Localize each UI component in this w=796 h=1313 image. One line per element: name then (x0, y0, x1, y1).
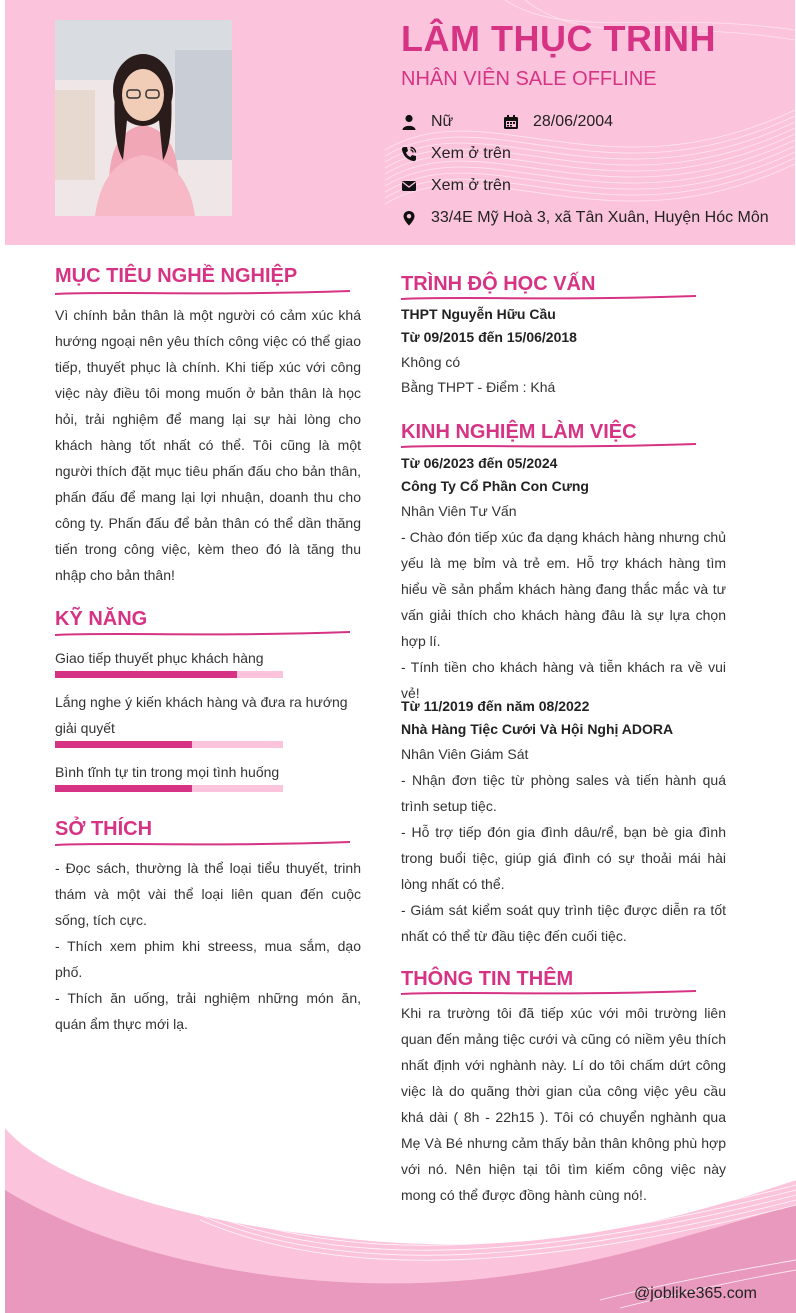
education-block (401, 303, 726, 400)
objective-title-underline (55, 289, 350, 297)
hobbies-title-underline (55, 840, 350, 848)
address-row (401, 209, 769, 227)
job-detail: - Tính tiền cho khách hàng và tiễn khách ra về vui vẻ! (401, 659, 726, 701)
skill-bar-fill (55, 741, 192, 748)
education-title-underline (401, 294, 696, 302)
education-title: TRÌNH ĐỘ HỌC VẤN (401, 273, 596, 295)
skill-bar-fill (55, 671, 237, 678)
calendar-icon (503, 114, 519, 130)
job-position: Nhân Viên Tư Vấn (401, 503, 517, 519)
hobby-item: - Thích ăn uống, trải nghiệm những món ăn, quán ẩm thực mới lạ. (55, 990, 361, 1032)
skill-bar-fill (55, 785, 192, 792)
skills-title-underline (55, 630, 350, 638)
candidate-role: NHÂN VIÊN SALE OFFLINE (401, 68, 657, 90)
skill-bar (55, 785, 283, 792)
experience-title-underline (401, 442, 696, 450)
additional-title-underline (401, 989, 696, 997)
job-detail: - Nhận đơn tiệc từ phòng sales và tiến hành quá trình setup tiệc. (401, 772, 726, 814)
skill-label: Giao tiếp thuyết phục khách hàng (55, 650, 264, 666)
education-school: THPT Nguyễn Hữu Cầu (401, 306, 556, 322)
email-row (401, 177, 511, 195)
education-major: Không có (401, 354, 461, 370)
skill-label: Bình tĩnh tự tin trong mọi tình huống (55, 764, 280, 780)
skill-label: Lắng nghe ý kiến khách hàng và đưa ra hướng giải quyết (55, 694, 348, 736)
profile-photo (55, 20, 232, 216)
job-detail: - Hỗ trợ tiếp đón gia đình dâu/rể, bạn bè gia đình trong buổi tiệc, giúp giá đình có sự thoải mái hài lòng nhất có thể. (401, 824, 726, 892)
objective-title: MỤC TIÊU NGHỀ NGHIỆP (55, 265, 298, 287)
job-detail: - Giám sát kiểm soát quy trình tiệc được diễn ra tốt nhất có thể từ đầu tiệc đến cuối tiệc. (401, 902, 726, 944)
education-result: Bằng THPT - Điểm : Khá (401, 379, 556, 395)
phone-row (401, 145, 511, 163)
hobbies-list (55, 855, 361, 1037)
footer-site: @joblike365.com (634, 1285, 757, 1302)
job-entry (401, 695, 726, 949)
job-entry (401, 452, 726, 706)
hobby-item: - Đọc sách, thường là thể loại tiểu thuyết, trinh thám và một vài thể loại liên quan đến cuộc sống, tích cực. (55, 860, 361, 928)
phone-icon (401, 146, 417, 162)
address-text: 33/4E Mỹ Hoà 3, xã Tân Xuân, Huyện Hóc Môn (431, 209, 769, 226)
job-period: Từ 06/2023 đến 05/2024 (401, 455, 558, 471)
skills-title: KỸ NĂNG (55, 608, 148, 630)
job-position: Nhân Viên Giám Sát (401, 746, 529, 762)
candidate-name: LÂM THỤC TRINH (401, 18, 716, 59)
birthdate-row (503, 113, 613, 131)
experience-title: KINH NGHIỆM LÀM VIỆC (401, 421, 637, 443)
hobbies-title: SỞ THÍCH (55, 818, 153, 840)
objective-text: Vì chính bản thân là một người có cảm xúc khá hướng ngoại nên yêu thích công việc có thể giao tiếp, thuyết phục là chính. Khi tiếp xúc với công việc này điều tôi mong muốn ở bản thân là học hỏi, trải nghiệm để mang lại sự hài lòng cho khách hàng tốt nhất có thể. Tôi cũng là một người thích đặt mục tiêu phấn đấu cho bản thân, phấn đấu để mang lại lợi nhuận, doanh thu cho công ty. Phấn đấu để bản thân có thể dần thăng tiến trong công việc, kèm theo đó là tăng thu nhập cho bản thân! (55, 307, 361, 583)
education-period: Từ 09/2015 đến 15/06/2018 (401, 329, 577, 345)
envelope-icon (401, 178, 417, 194)
job-period: Từ 11/2019 đến năm 08/2022 (401, 698, 590, 714)
hobby-item: - Thích xem phim khi streess, mua sắm, dạo phố. (55, 938, 361, 980)
birthdate-text: 28/06/2004 (533, 113, 614, 130)
gender-row (401, 113, 453, 131)
skill-bar (55, 741, 283, 748)
user-icon (401, 114, 417, 130)
job-company: Nhà Hàng Tiệc Cưới Và Hội Nghị ADORA (401, 721, 674, 737)
skill-bar (55, 671, 283, 678)
email-text: Xem ở trên (431, 177, 511, 194)
phone-text: Xem ở trên (431, 145, 511, 162)
additional-title: THÔNG TIN THÊM (401, 968, 574, 990)
gender-text: Nữ (431, 113, 454, 130)
additional-text: Khi ra trường tôi đã tiếp xúc với môi trường liên quan đến mảng tiệc cưới và cũng có niềm yêu thích nhất định với nghành này. Lí do tôi chấm dứt công việc là do quãng thời gian của công việc yêu cầu khá dài ( 8h - 22h15 ). Tôi có chuyển nghành qua Mẹ Và Bé nhưng cảm thấy bản thân không phù hợp với nó. Nên hiện tại tôi tìm kiếm công việc này mong có thể được đồng hành cùng nó!. (401, 1005, 726, 1203)
job-detail: - Chào đón tiếp xúc đa dạng khách hàng nhưng chủ yếu là mẹ bỉm và trẻ em. Hỗ trợ khách hàng tìm hiểu về sản phẩm khách hàng đang thắc mắc và tư vấn giải thích cho khách hàng đâu là sự lựa chọn hợp lí. (401, 529, 726, 649)
map-pin-icon (401, 210, 417, 226)
job-company: Công Ty Cổ Phần Con Cưng (401, 478, 589, 494)
